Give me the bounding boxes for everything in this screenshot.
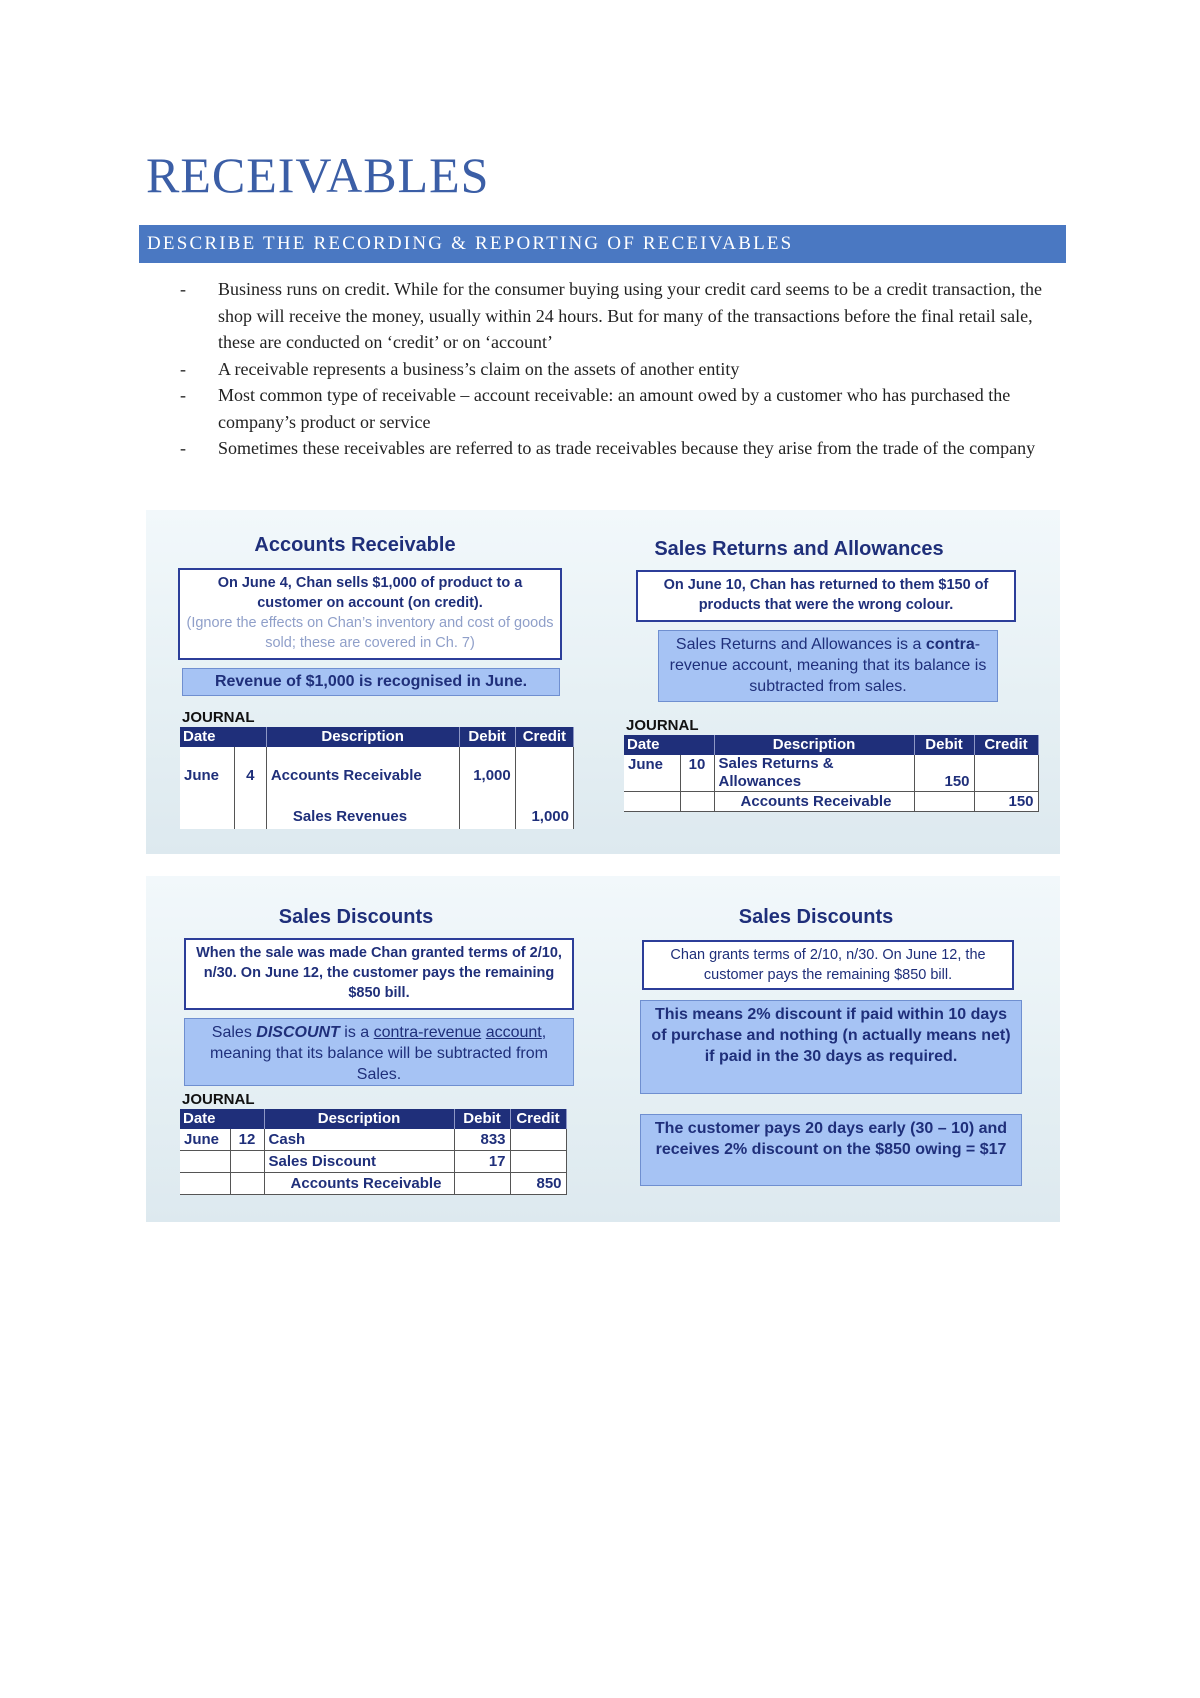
note-text: Sales Returns and Allowances is a: [675, 636, 926, 653]
debit: [914, 792, 974, 812]
column-header: Description: [266, 727, 459, 747]
debit: [454, 1173, 510, 1195]
slide-accounts-receivable-returns: [146, 510, 1060, 854]
slide-sales-discounts: [146, 876, 1060, 1222]
list-item: - Most common type of receivable – account receivable: an amount owed by a customer who has purchased the company’s product or service: [180, 385, 1011, 432]
journal-accounts-receivable: [180, 708, 574, 829]
description: Accounts Receivable: [264, 1173, 454, 1195]
description: Sales Discount: [264, 1151, 454, 1173]
list-item: - Business runs on credit. While for the consumer buying using your credit card seems to be a credit transaction, the shop will receive the money, usually within 24 hours. But for many of the transactions before the final retail sale, these are conducted on ‘credit’ or on ‘account’: [180, 279, 1042, 352]
date-month: [180, 1173, 230, 1195]
example-note: (Ignore the effects on Chan’s inventory and cost of goods sold; these are covered in Ch. 7): [186, 615, 554, 651]
discount-meaning-note: This means 2% discount if paid within 10 days of purchase and nothing (n actually means net) if paid in the 30 days as required.: [640, 1000, 1022, 1094]
description: Sales Returns & Allowances: [714, 755, 914, 792]
list-item: - A receivable represents a business’s claim on the assets of another entity: [180, 358, 740, 379]
column-header: Debit: [454, 1109, 510, 1129]
note-text: is a: [339, 1024, 374, 1041]
journal-label: JOURNAL: [182, 1091, 255, 1108]
panel-title-sales-returns: Sales Returns and Allowances: [654, 538, 944, 560]
panel-title-sales-discounts-right: Sales Discounts: [738, 906, 894, 928]
journal-label: JOURNAL: [182, 709, 255, 726]
date-month: [180, 1151, 230, 1173]
table-row: [180, 1151, 566, 1173]
bullet-text: A receivable represents a business’s claim on the assets of another entity: [218, 358, 740, 379]
debit: [459, 803, 515, 829]
debit: 150: [914, 755, 974, 792]
description: Accounts Receivable: [266, 747, 459, 803]
contra-revenue-note: [658, 630, 998, 702]
debit: 833: [454, 1129, 510, 1151]
journal-table: [180, 1109, 567, 1195]
table-row: [180, 803, 574, 829]
credit: [515, 747, 573, 803]
table-row: [180, 747, 574, 803]
note-text: Sales: [211, 1024, 257, 1041]
date-day: 10: [680, 755, 714, 792]
credit: [974, 755, 1038, 792]
debit: 17: [454, 1151, 510, 1173]
journal-table: [624, 735, 1039, 812]
date-day: [230, 1151, 264, 1173]
sales-discounts-terms-box: Chan grants terms of 2/10, n/30. On June 12, the customer pays the remaining $850 bill.: [642, 940, 1014, 990]
column-header: Debit: [914, 735, 974, 755]
bullet-list: [180, 276, 1070, 462]
journal-sales-returns: [624, 716, 1038, 812]
column-header: Date: [624, 735, 714, 755]
description: Cash: [264, 1129, 454, 1151]
table-row: [180, 1173, 566, 1195]
journal-table: [180, 727, 574, 829]
date-day: 4: [234, 747, 266, 803]
credit: 850: [510, 1173, 566, 1195]
note-emphasis: contra: [925, 636, 975, 653]
accounts-receivable-example-box: [178, 568, 562, 660]
column-header: Date: [180, 727, 266, 747]
column-header: Credit: [974, 735, 1038, 755]
journal-label: JOURNAL: [626, 717, 699, 734]
example-text: On June 4, Chan sells $1,000 of product to a customer on account (on credit).: [217, 575, 523, 611]
sales-discounts-example-box: When the sale was made Chan granted terms of 2/10, n/30. On June 12, the customer pays the remaining $850 bill.: [184, 938, 574, 1010]
column-header: Debit: [459, 727, 515, 747]
section-heading: DESCRIBE THE RECORDING & REPORTING OF RECEIVABLES: [139, 225, 1066, 263]
column-header: Date: [180, 1109, 264, 1129]
column-header: Credit: [515, 727, 573, 747]
early-payment-note: The customer pays 20 days early (30 – 10) and receives 2% discount on the $850 owing = $17: [640, 1114, 1022, 1186]
column-header: Credit: [510, 1109, 566, 1129]
table-row: [624, 755, 1038, 792]
credit: [510, 1151, 566, 1173]
date-month: June: [624, 755, 680, 792]
date-month: [180, 803, 234, 829]
journal-sales-discounts: [180, 1090, 566, 1195]
date-day: [230, 1173, 264, 1195]
date-month: June: [180, 1129, 230, 1151]
debit: 1,000: [459, 747, 515, 803]
note-underlined: contra-revenue: [373, 1024, 482, 1041]
table-row: [624, 792, 1038, 812]
note-emphasis: DISCOUNT: [256, 1024, 340, 1041]
note-underlined: account: [485, 1024, 542, 1041]
revenue-recognised-box: Revenue of $1,000 is recognised in June.: [182, 668, 560, 696]
description: Sales Revenues: [266, 803, 459, 829]
list-item: - Sometimes these receivables are referred to as trade receivables because they arise from the trade of the company: [180, 438, 1036, 458]
table-row: [180, 1129, 566, 1151]
panel-title-accounts-receivable: Accounts Receivable: [254, 534, 456, 556]
credit: [510, 1129, 566, 1151]
note-text: -revenue account, meaning that its balance is subtracted from sales.: [669, 636, 987, 695]
page-title: RECEIVABLES: [146, 147, 490, 203]
bullet-text: Business runs on credit. While for the consumer buying using your credit card seems to be a credit transaction, the shop will receive the money, usually within 24 hours. But for many of the transactions before the final retail sale, these are conducted on ‘credit’ or on ‘account’: [218, 279, 1042, 352]
sales-discount-contra-note: [184, 1018, 574, 1086]
credit: 150: [974, 792, 1038, 812]
date-month: June: [180, 747, 234, 803]
panel-title-sales-discounts: Sales Discounts: [278, 906, 434, 928]
bullet-text: Sometimes these receivables are referred to as trade receivables because they arise from the trade of the company: [218, 438, 1036, 458]
date-day: [680, 792, 714, 812]
note-text: , meaning that its balance will be subtracted from Sales.: [210, 1024, 548, 1083]
description: Accounts Receivable: [714, 792, 914, 812]
column-header: Description: [714, 735, 914, 755]
date-day: [234, 803, 266, 829]
credit: 1,000: [515, 803, 573, 829]
bullet-text: Most common type of receivable – account receivable: an amount owed by a customer who has purchased the company’s product or service: [218, 385, 1011, 432]
column-header: Description: [264, 1109, 454, 1129]
date-day: 12: [230, 1129, 264, 1151]
date-month: [624, 792, 680, 812]
sales-returns-example-box: On June 10, Chan has returned to them $150 of products that were the wrong colour.: [636, 570, 1016, 622]
